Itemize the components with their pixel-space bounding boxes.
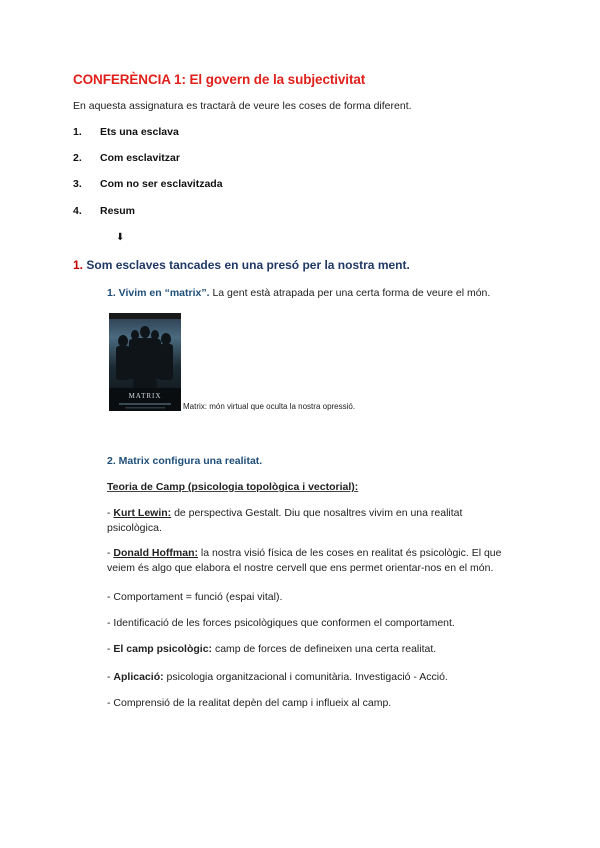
section-number: 1. — [73, 258, 84, 272]
subsection-label: 1. Vivim en “matrix”. — [107, 287, 210, 299]
subsection-text: La gent està atrapada per una certa forma de veure el món. — [209, 287, 491, 299]
paragraph-text: de perspectiva Gestalt. Diu que nosaltres vivim en una realitat psicològica. — [107, 507, 463, 534]
dash: - — [107, 643, 114, 655]
list-item: Resum — [100, 205, 136, 217]
subsection-1 — [107, 286, 490, 301]
paragraph-comportament: - Comportament = funció (espai vital). — [107, 591, 283, 603]
paragraph-aplicacio — [107, 670, 448, 685]
list-item: Com esclavitzar — [100, 152, 180, 164]
paragraph-text: camp de forces de defineixen una certa realitat. — [212, 643, 437, 655]
list-item: Com no ser esclavitzada — [100, 178, 223, 190]
list-item-number: 2. — [73, 152, 82, 164]
paragraph-text: psicologia organitzacional i comunitària. Investigació - Acció. — [163, 671, 448, 683]
document-title: CONFERÈNCIA 1: El govern de la subjectivitat — [73, 72, 366, 87]
paragraph-hoffman — [107, 546, 532, 576]
paragraph-identificacio: - Identificació de les forces psicològiques que conformen el comportament. — [107, 617, 455, 629]
camp-heading: Teoria de Camp (psicologia topològica i vectorial): — [107, 481, 359, 493]
paragraph-text: la nostra visió física de les coses en realitat és psicològic. El que veiem és algo que elabora el nostre cervell que ens permet orientar-nos en el món. — [107, 547, 502, 574]
person-name: Kurt Lewin: — [113, 507, 172, 519]
person-name: Donald Hoffman: — [113, 547, 198, 559]
paragraph-camp — [107, 642, 436, 657]
list-item-number: 4. — [73, 205, 82, 217]
list-item-number: 1. — [73, 126, 82, 138]
bold-term: El camp psicològic: — [113, 643, 213, 655]
paragraph-lewin — [107, 506, 517, 536]
list-item-number: 3. — [73, 178, 82, 190]
down-arrow-icon: ⬇ — [116, 232, 125, 243]
intro-paragraph: En aquesta assignatura es tractarà de veure les coses de forma diferent. — [73, 100, 412, 112]
poster-title: MATRIX — [128, 392, 162, 400]
matrix-poster-image — [109, 313, 181, 411]
dash: - — [107, 671, 114, 683]
list-item: Ets una esclava — [100, 126, 179, 138]
bold-term: Aplicació: — [113, 671, 164, 683]
image-caption: Matrix: món virtual que oculta la nostra opressió. — [183, 402, 356, 411]
dash: - — [107, 507, 114, 519]
subsection-2-label: 2. Matrix configura una realitat. — [107, 455, 263, 467]
dash: - — [107, 547, 114, 559]
paragraph-comprensio: - Comprensió de la realitat depèn del camp i influeix al camp. — [107, 697, 392, 709]
section-heading — [73, 258, 410, 272]
section-heading-text: Som esclaves tancades en una presó per la nostra ment. — [86, 258, 410, 272]
